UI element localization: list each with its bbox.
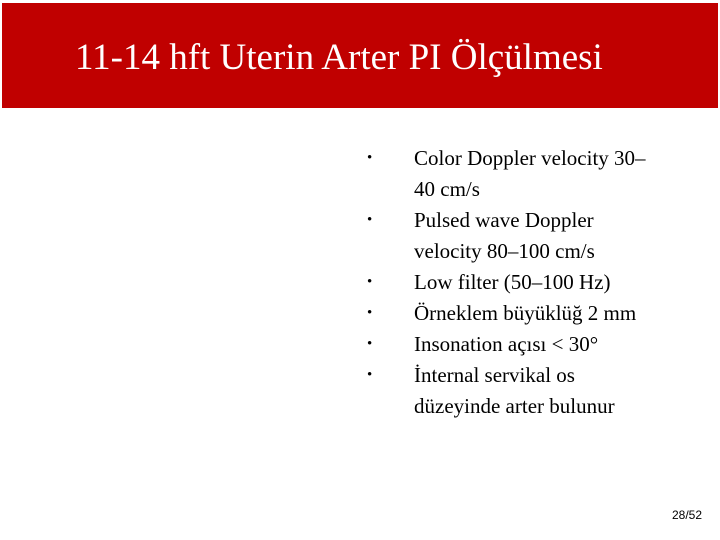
bullet-text-line: Insonation açısı < 30°	[414, 332, 599, 356]
bullet-list	[364, 143, 684, 422]
bullet-item	[364, 267, 684, 298]
bullet-text-line: 40 cm/s	[414, 177, 480, 201]
bullet-dot-icon: •	[367, 150, 373, 166]
bullet-item	[364, 360, 684, 422]
bullet-dot-icon: •	[367, 367, 373, 383]
title-bar	[2, 3, 718, 108]
bullet-item	[364, 329, 684, 360]
bullet-item	[364, 298, 684, 329]
bullet-item	[364, 205, 684, 267]
slide-title: 11-14 hft Uterin Arter PI Ölçülmesi	[75, 37, 603, 78]
bullet-text-line: Pulsed wave Doppler	[414, 208, 594, 232]
bullet-dot-icon: •	[367, 212, 373, 228]
bullet-text-line: İnternal servikal os	[414, 363, 575, 387]
bullet-dot-icon: •	[367, 336, 373, 352]
bullet-item	[364, 143, 684, 205]
bullet-dot-icon: •	[367, 274, 373, 290]
page-number: 28/52	[672, 508, 703, 522]
bullet-dot-icon: •	[367, 305, 373, 321]
bullet-text-line: Color Doppler velocity 30–	[414, 146, 646, 170]
bullet-text-line: Low filter (50–100 Hz)	[414, 270, 611, 294]
bullet-text-line: düzeyinde arter bulunur	[414, 394, 615, 418]
bullet-text-line: velocity 80–100 cm/s	[414, 239, 595, 263]
bullet-text-line: Örneklem büyüklüğ 2 mm	[414, 301, 637, 325]
